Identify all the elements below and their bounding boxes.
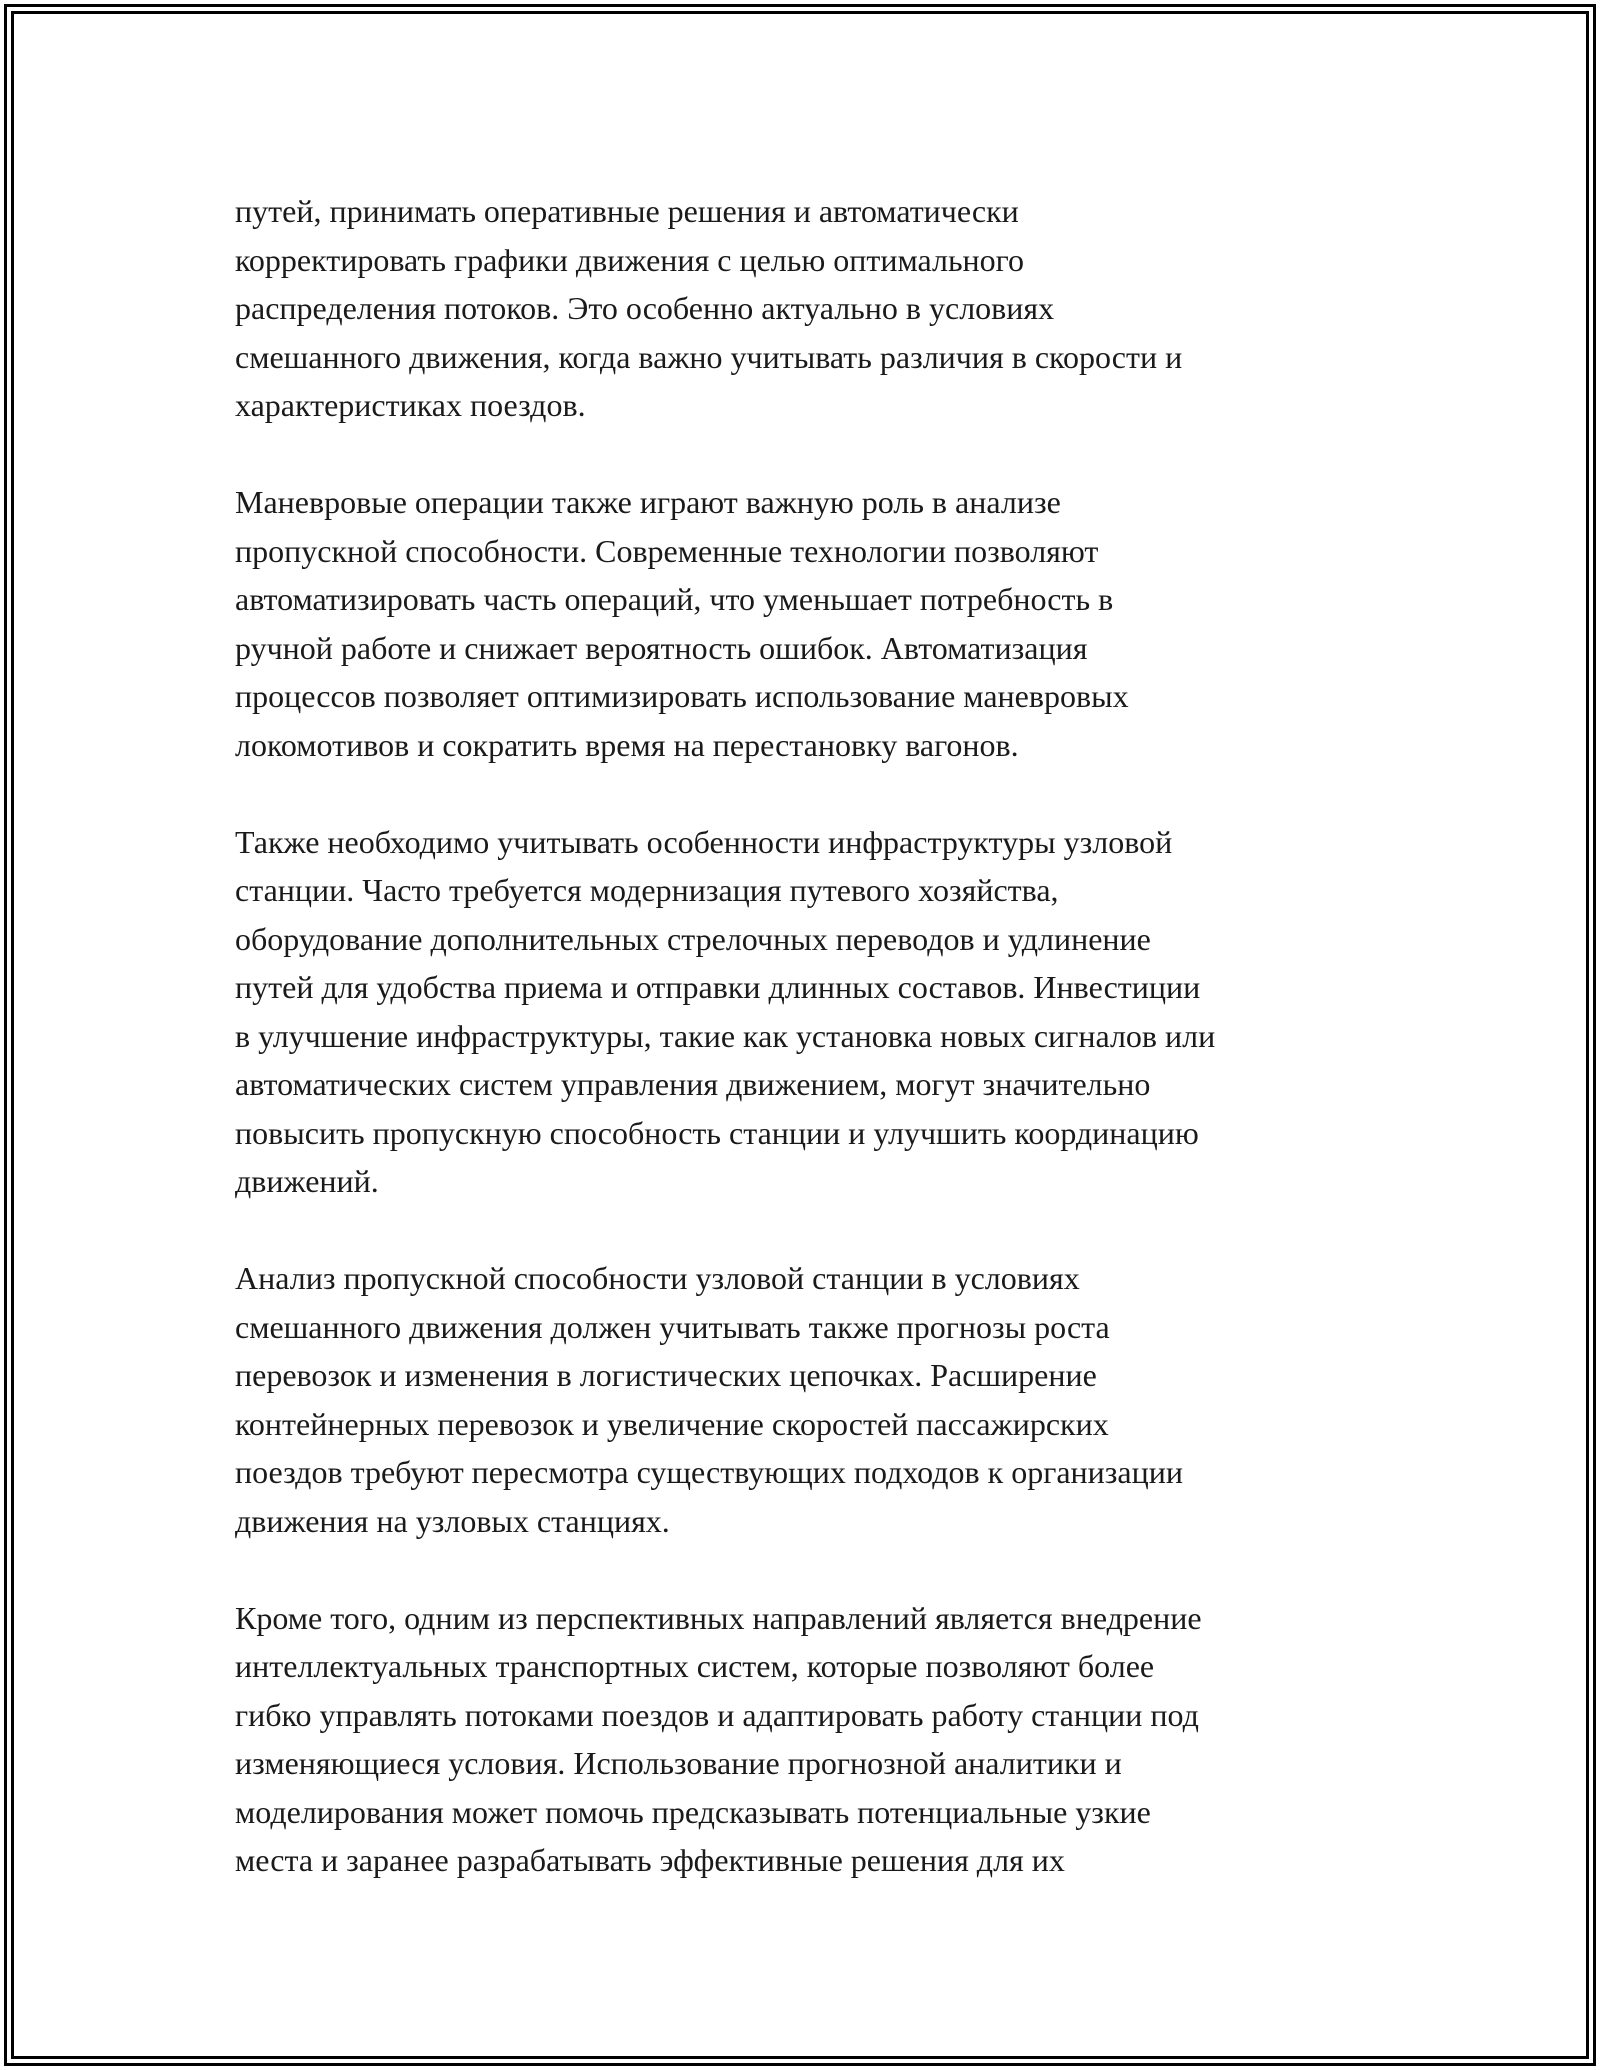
text-line: корректировать графики движения с целью оптимального xyxy=(235,241,1024,278)
text-line: ручной работе и снижает вероятность ошибок. Автоматизация xyxy=(235,629,1088,666)
text-line: пропускной способности. Современные технологии позволяют xyxy=(235,532,1099,569)
text-line: Маневровые операции также играют важную роль в анализе xyxy=(235,484,1061,520)
text-line: локомотивов и сократить время на перестановку вагонов. xyxy=(235,726,1019,763)
paragraph-2 xyxy=(235,478,1405,769)
text-line: изменяющиеся условия. Использование прогнозной аналитики и xyxy=(235,1745,1122,1781)
paragraph-4 xyxy=(235,1254,1405,1545)
text-line: автоматизировать часть операций, что уменьшает потребность в xyxy=(235,581,1114,617)
text-line: в улучшение инфраструктуры, такие как установка новых сигналов или xyxy=(235,1017,1216,1054)
text-line: смешанного движения, когда важно учитывать различия в скорости и xyxy=(235,338,1183,375)
text-line: перевозок и изменения в логистических цепочках. Расширение xyxy=(235,1357,1097,1393)
text-line: Анализ пропускной способности узловой станции в условиях xyxy=(235,1260,1080,1296)
text-line: повысить пропускную способность станции и улучшить координацию xyxy=(235,1114,1199,1151)
document-body xyxy=(235,187,1405,1933)
text-line: гибко управлять потоками поездов и адаптировать работу станции под xyxy=(235,1696,1199,1733)
text-line: путей, принимать оперативные решения и автоматически xyxy=(235,193,1019,229)
paragraph-5 xyxy=(235,1594,1405,1885)
paragraph-3 xyxy=(235,818,1405,1206)
text-line: автоматических систем управления движением, могут значительно xyxy=(235,1066,1151,1102)
text-line: оборудование дополнительных стрелочных переводов и удлинение xyxy=(235,920,1151,957)
text-line: Также необходимо учитывать особенности инфраструктуры узловой xyxy=(235,823,1173,860)
text-line: смешанного движения должен учитывать также прогнозы роста xyxy=(235,1308,1110,1345)
text-line: движений. xyxy=(235,1163,379,1199)
text-line: контейнерных перевозок и увеличение скоростей пассажирских xyxy=(235,1405,1109,1442)
text-line: распределения потоков. Это особенно актуально в условиях xyxy=(235,290,1055,326)
text-line: моделирования может помочь предсказывать потенциальные узкие xyxy=(235,1793,1151,1830)
paragraph-1 xyxy=(235,187,1405,430)
text-line: движения на узловых станциях. xyxy=(235,1502,670,1539)
text-line: поездов требуют пересмотра существующих подходов к организации xyxy=(235,1454,1183,1490)
text-line: характеристиках поездов. xyxy=(235,387,586,423)
text-line: места и заранее разрабатывать эффективные решения для их xyxy=(235,1842,1065,1878)
text-line: Кроме того, одним из перспективных направлений является внедрение xyxy=(235,1599,1202,1636)
text-line: путей для удобства приема и отправки длинных составов. Инвестиции xyxy=(235,969,1201,1005)
text-line: процессов позволяет оптимизировать использование маневровых xyxy=(235,678,1129,714)
text-line: интеллектуальных транспортных систем, которые позволяют более xyxy=(235,1648,1155,1684)
text-line: станции. Часто требуется модернизация путевого хозяйства, xyxy=(235,872,1059,908)
